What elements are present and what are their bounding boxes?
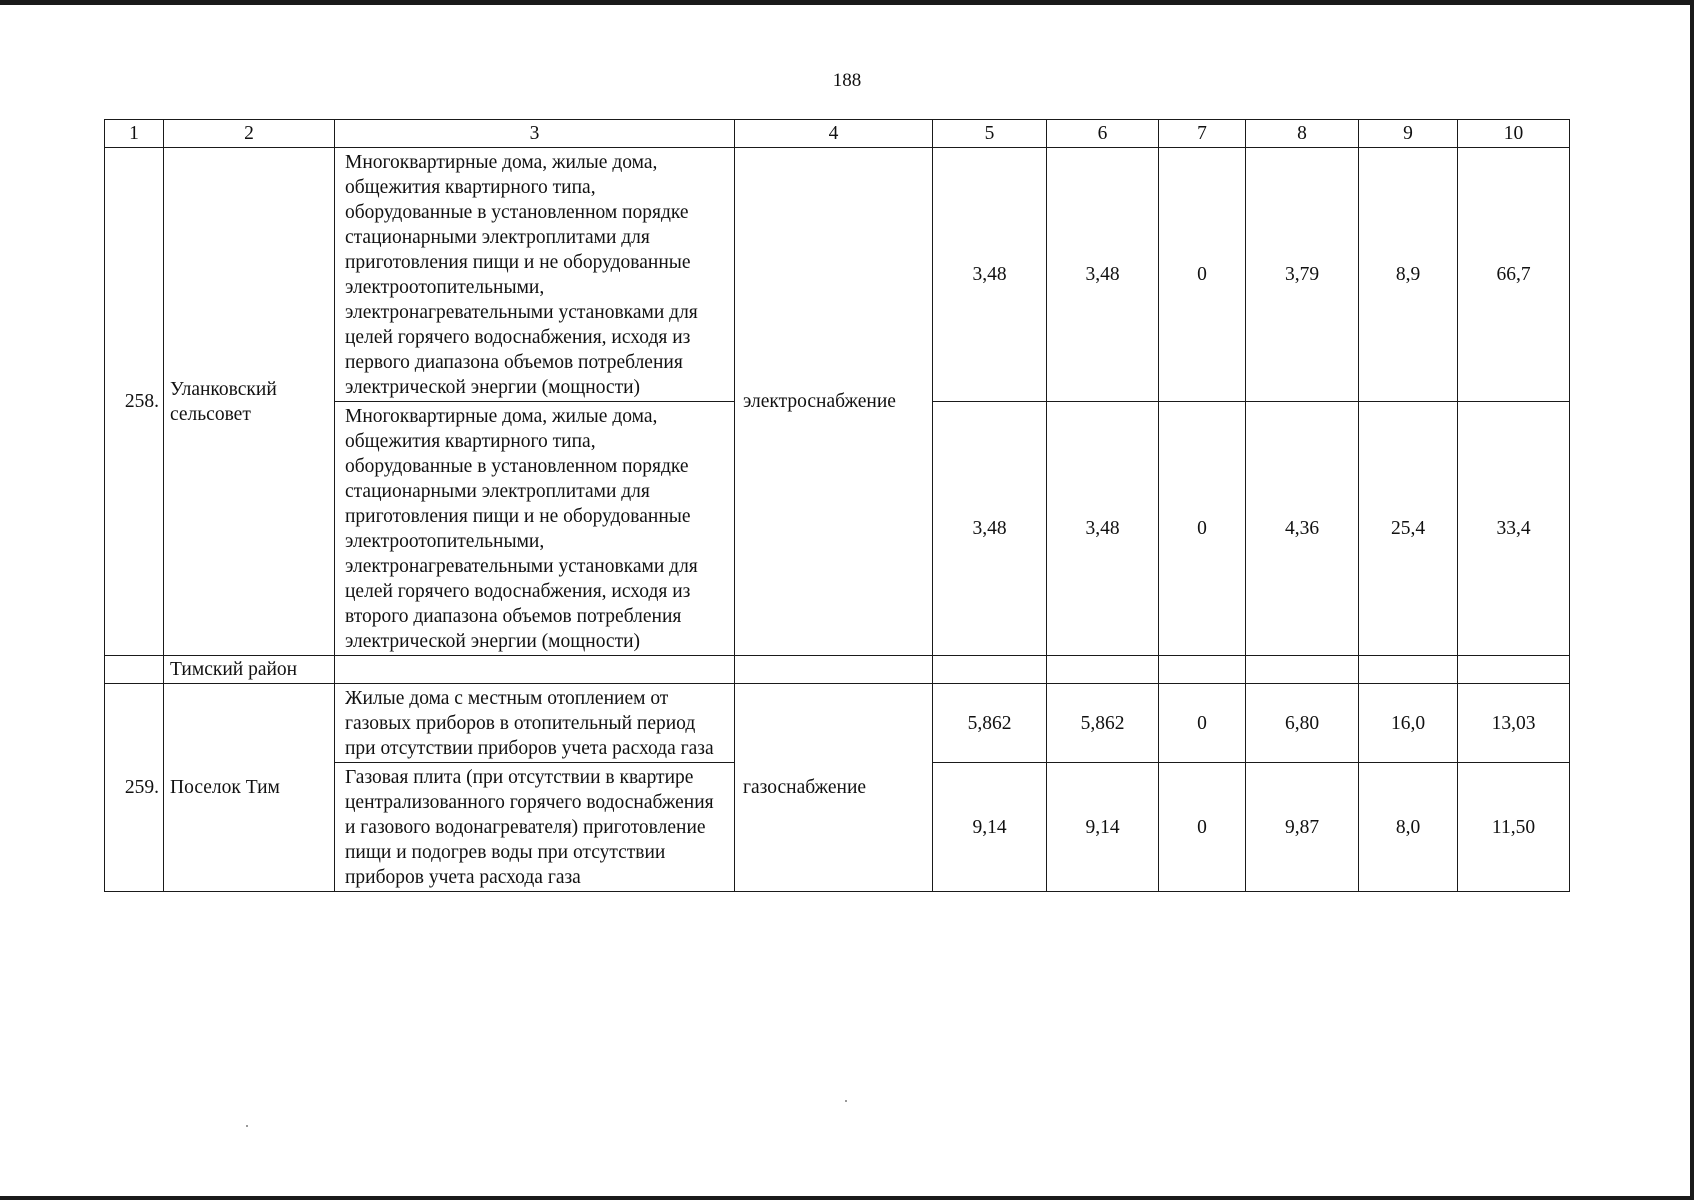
value-cell: 9,14 xyxy=(933,763,1047,892)
value-cell: 0 xyxy=(1159,402,1246,656)
value-cell: 5,862 xyxy=(1047,684,1159,763)
tariff-table xyxy=(104,119,1570,892)
district-cell: Тимский район xyxy=(164,656,335,684)
header-cell: 1 xyxy=(105,120,164,148)
service-cell: электроснабжение xyxy=(735,148,933,656)
value-cell: 33,4 xyxy=(1458,402,1570,656)
description-cell: Жилые дома с местным отоплением от газовых приборов в отопительный период при отсутствии приборов учета расхода газа xyxy=(335,684,735,763)
value-cell: 0 xyxy=(1159,148,1246,402)
value-cell: 9,14 xyxy=(1047,763,1159,892)
description-cell: Газовая плита (при отсутствии в квартире централизованного горячего водоснабжения и газового водонагревателя) приготовление пищи и подогрев воды при отсутствии приборов учета расхода газа xyxy=(335,763,735,892)
header-cell: 6 xyxy=(1047,120,1159,148)
empty-cell xyxy=(1246,656,1359,684)
header-cell: 4 xyxy=(735,120,933,148)
header-cell: 3 xyxy=(335,120,735,148)
district-row xyxy=(105,656,1570,684)
scan-speck xyxy=(845,1100,847,1102)
value-cell: 0 xyxy=(1159,763,1246,892)
value-cell: 3,48 xyxy=(1047,402,1159,656)
municipality-cell: Уланковский сельсовет xyxy=(164,148,335,656)
municipality-cell: Поселок Тим xyxy=(164,684,335,892)
value-cell: 8,9 xyxy=(1359,148,1458,402)
value-cell: 11,50 xyxy=(1458,763,1570,892)
value-cell: 16,0 xyxy=(1359,684,1458,763)
scan-speck xyxy=(246,1125,248,1127)
value-cell: 3,48 xyxy=(933,402,1047,656)
value-cell: 3,48 xyxy=(1047,148,1159,402)
value-cell: 4,36 xyxy=(1246,402,1359,656)
empty-cell xyxy=(1359,656,1458,684)
table-row xyxy=(105,684,1570,763)
header-row xyxy=(105,120,1570,148)
header-cell: 7 xyxy=(1159,120,1246,148)
header-cell: 2 xyxy=(164,120,335,148)
empty-cell xyxy=(933,656,1047,684)
service-cell: газоснабжение xyxy=(735,684,933,892)
description-cell: Многоквартирные дома, жилые дома, общежития квартирного типа, оборудованные в установленном порядке стационарными электроплитами для приготовления пищи и не оборудованные электроотопительными, электронагревательными установками для целей горячего водоснабжения, исходя из второго диапазона объемов потребления электрической энергии (мощности) xyxy=(335,402,735,656)
empty-cell xyxy=(335,656,735,684)
value-cell: 0 xyxy=(1159,684,1246,763)
empty-cell xyxy=(1458,656,1570,684)
header-cell: 9 xyxy=(1359,120,1458,148)
scan-border-right xyxy=(1690,0,1694,1200)
empty-cell xyxy=(1047,656,1159,684)
scan-border-bottom xyxy=(0,1196,1694,1200)
header-cell: 8 xyxy=(1246,120,1359,148)
value-cell: 9,87 xyxy=(1246,763,1359,892)
scan-border-top xyxy=(0,0,1694,5)
row-number: 259. xyxy=(105,684,164,892)
value-cell: 8,0 xyxy=(1359,763,1458,892)
empty-cell xyxy=(735,656,933,684)
header-cell: 10 xyxy=(1458,120,1570,148)
header-cell: 5 xyxy=(933,120,1047,148)
value-cell: 6,80 xyxy=(1246,684,1359,763)
value-cell: 3,79 xyxy=(1246,148,1359,402)
row-number: 258. xyxy=(105,148,164,656)
value-cell: 5,862 xyxy=(933,684,1047,763)
empty-cell xyxy=(1159,656,1246,684)
table-row xyxy=(105,148,1570,402)
value-cell: 25,4 xyxy=(1359,402,1458,656)
value-cell: 3,48 xyxy=(933,148,1047,402)
page-number: 188 xyxy=(832,70,862,91)
description-cell: Многоквартирные дома, жилые дома, общежития квартирного типа, оборудованные в установленном порядке стационарными электроплитами для приготовления пищи и не оборудованные электроотопительными, электронагревательными установками для целей горячего водоснабжения, исходя из первого диапазона объемов потребления электрической энергии (мощности) xyxy=(335,148,735,402)
value-cell: 13,03 xyxy=(1458,684,1570,763)
empty-cell xyxy=(105,656,164,684)
value-cell: 66,7 xyxy=(1458,148,1570,402)
